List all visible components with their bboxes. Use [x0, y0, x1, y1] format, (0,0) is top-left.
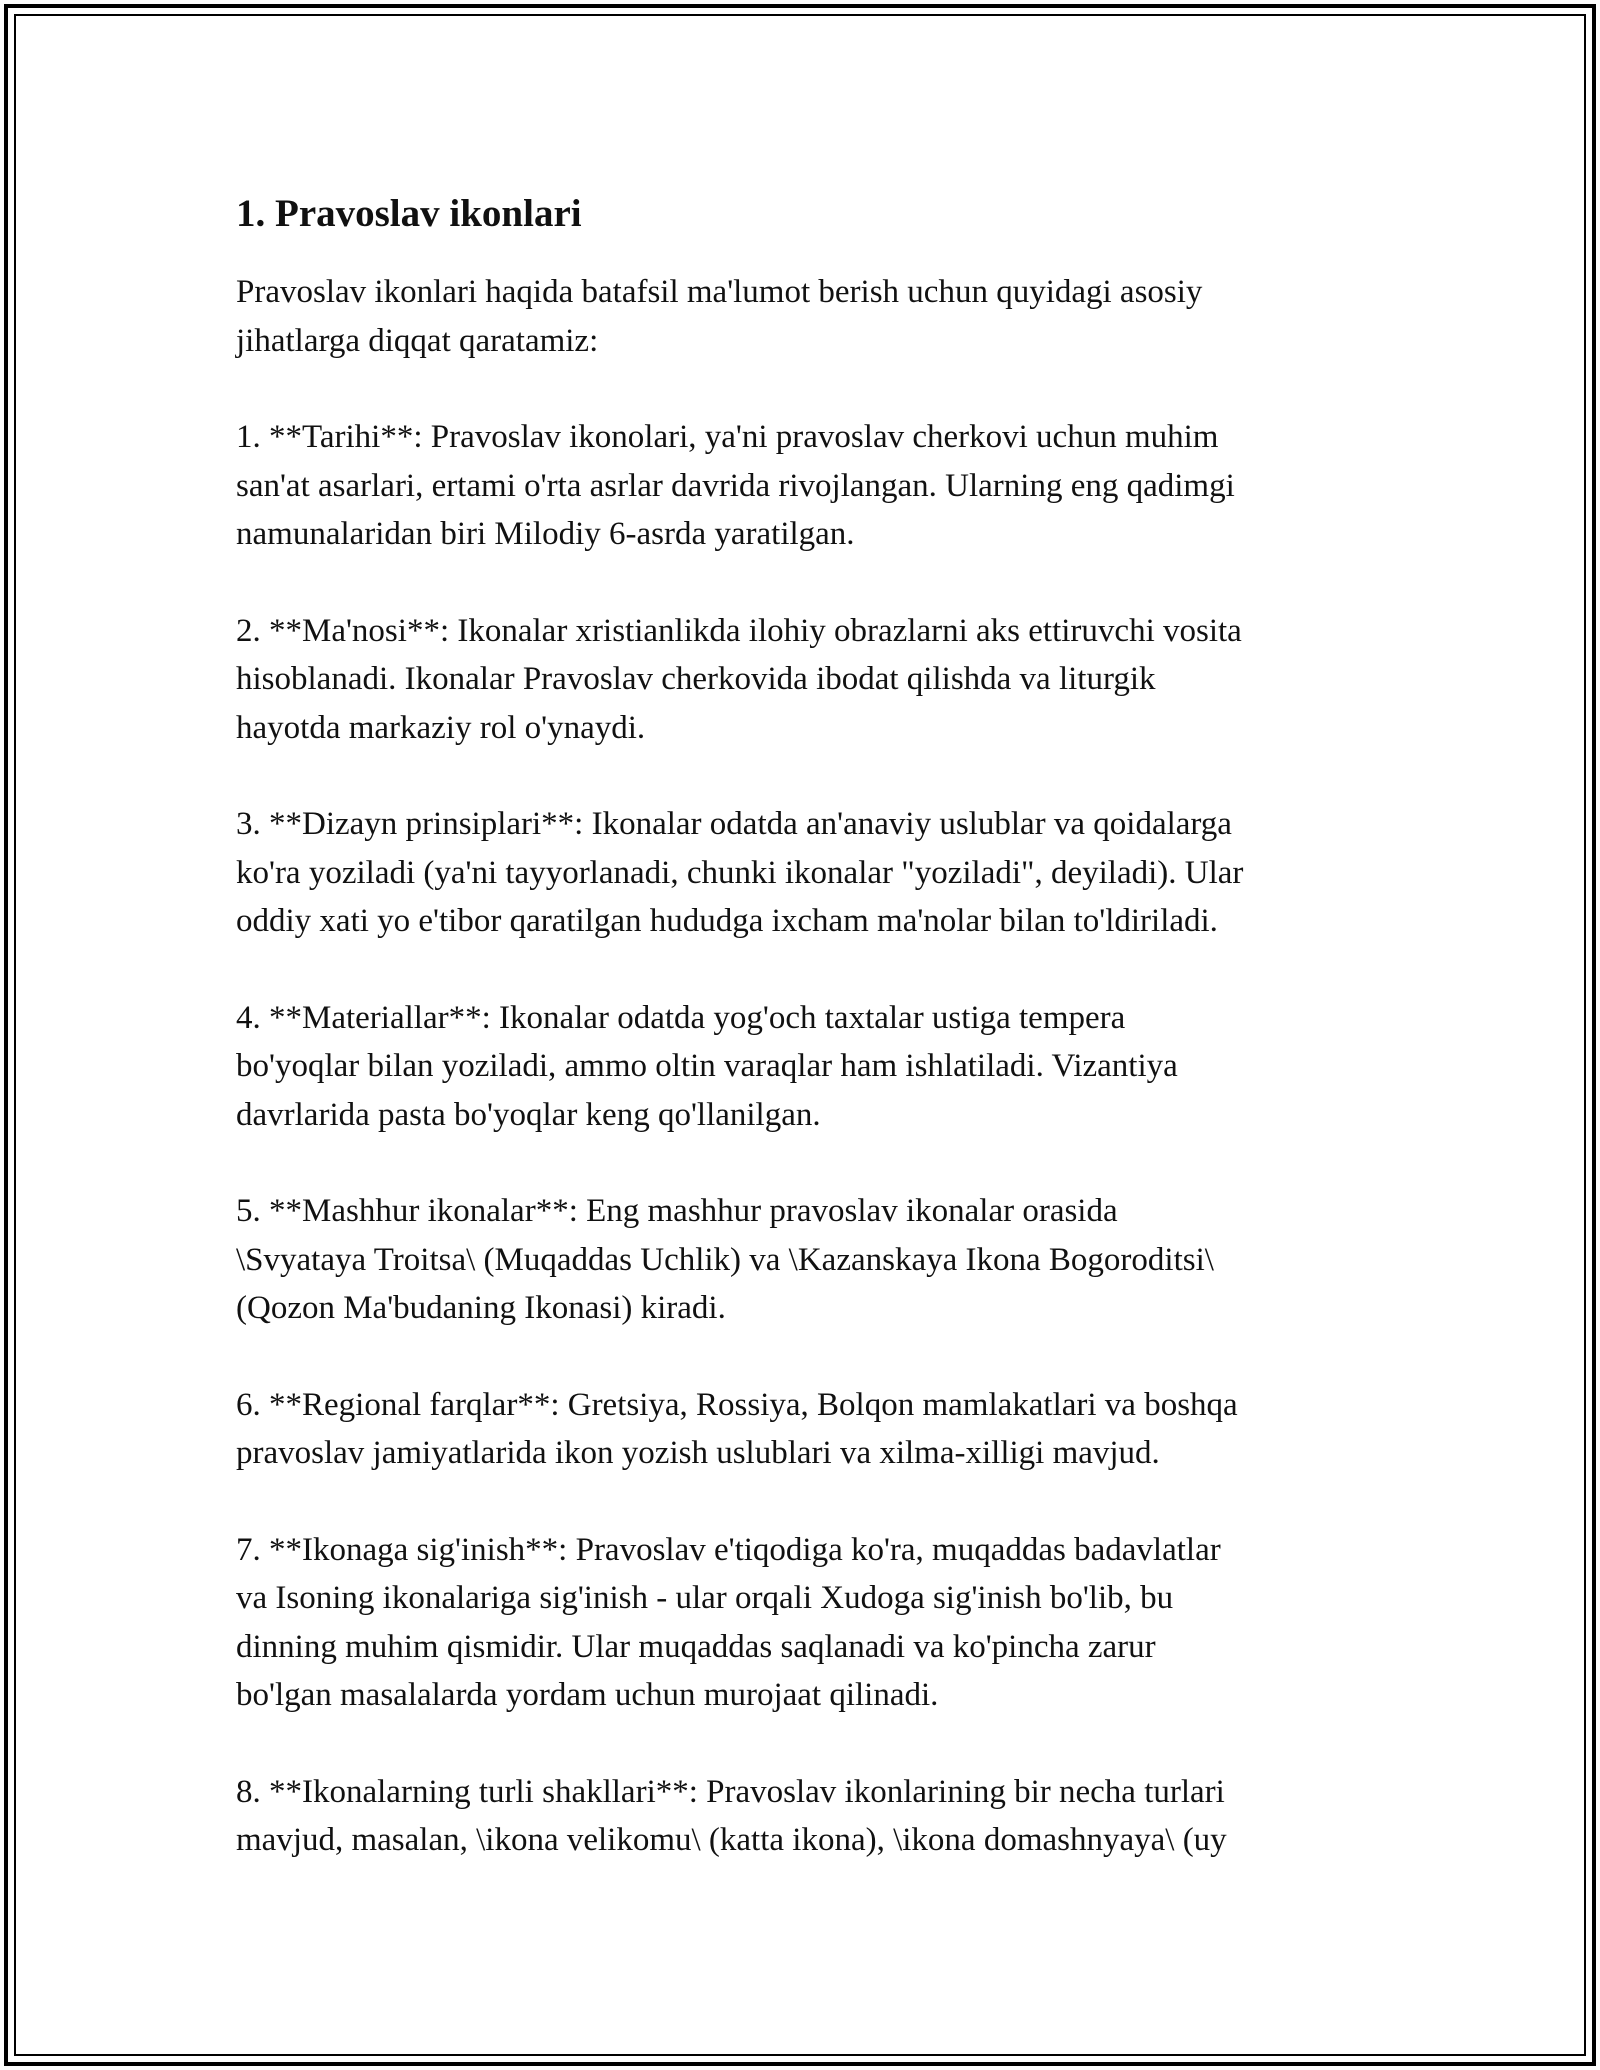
text-line: (Qozon Ma'budaning Ikonasi) kiradi.: [236, 1290, 726, 1326]
intro-paragraph: [236, 268, 1366, 365]
text-line: hisoblanadi. Ikonalar Pravoslav cherkovida ibodat qilishda va liturgik: [236, 661, 1156, 697]
list-item-regional-differences: [236, 1381, 1366, 1478]
text-line: namunalaridan biri Milodiy 6-asrda yaratilgan.: [236, 516, 855, 552]
text-line: bo'yoqlar bilan yoziladi, ammo oltin varaqlar ham ishlatiladi. Vizantiya: [236, 1048, 1178, 1084]
document-title: 1. Pravoslav ikonlari: [236, 192, 582, 235]
list-item-veneration: [236, 1526, 1366, 1720]
text-line: bo'lgan masalalarda yordam uchun murojaat qilinadi.: [236, 1677, 939, 1713]
list-item-famous-icons: [236, 1187, 1366, 1333]
text-line: 3. **Dizayn prinsiplari**: Ikonalar odatda an'anaviy uslublar va qoidalarga: [236, 806, 1232, 842]
text-line: pravoslav jamiyatlarida ikon yozish uslublari va xilma-xilligi mavjud.: [236, 1435, 1160, 1471]
text-line: 6. **Regional farqlar**: Gretsiya, Rossiya, Bolqon mamlakatlari va boshqa: [236, 1386, 1238, 1423]
text-line: ko'ra yoziladi (ya'ni tayyorlanadi, chunki ikonalar "yoziladi", deyiladi). Ular: [236, 854, 1244, 891]
text-line: \Svyataya Troitsa\ (Muqaddas Uchlik) va \Kazanskaya Ikona Bogoroditsi\: [236, 1241, 1214, 1278]
list-item-history: [236, 413, 1366, 559]
text-line: Pravoslav ikonlari haqida batafsil ma'lumot berish uchun quyidagi asosiy: [236, 274, 1203, 310]
text-line: san'at asarlari, ertami o'rta asrlar davrida rivojlangan. Ularning eng qadimgi: [236, 467, 1235, 504]
text-line: jihatlarga diqqat qaratamiz:: [236, 322, 599, 359]
text-line: 4. **Materiallar**: Ikonalar odatda yog'och taxtalar ustiga tempera: [236, 999, 1126, 1036]
text-line: davrlarida pasta bo'yoqlar keng qo'llanilgan.: [236, 1096, 821, 1133]
text-line: va Isoning ikonalariga sig'inish - ular orqali Xudoga sig'inish bo'lib, bu: [236, 1580, 1174, 1616]
list-item-design-principles: [236, 800, 1366, 946]
document-body: [236, 188, 1366, 1913]
text-line: hayotda markaziy rol o'ynaydi.: [236, 709, 646, 746]
list-item-materials: [236, 994, 1366, 1140]
text-line: 7. **Ikonaga sig'inish**: Pravoslav e'tiqodiga ko'ra, muqaddas badavlatlar: [236, 1531, 1221, 1568]
text-line: 1. **Tarihi**: Pravoslav ikonolari, ya'ni pravoslav cherkovi uchun muhim: [236, 419, 1219, 455]
text-line: mavjud, masalan, \ikona velikomu\ (katta ikona), \ikona domashnyaya\ (uy: [236, 1822, 1227, 1858]
text-line: 2. **Ma'nosi**: Ikonalar xristianlikda ilohiy obrazlarni aks ettiruvchi vosita: [236, 612, 1242, 649]
list-item-meaning: [236, 607, 1366, 753]
list-item-icon-forms: [236, 1768, 1366, 1865]
text-line: 5. **Mashhur ikonalar**: Eng mashhur pravoslav ikonalar orasida: [236, 1193, 1118, 1229]
text-line: 8. **Ikonalarning turli shakllari**: Pravoslav ikonlarining bir necha turlari: [236, 1773, 1225, 1810]
text-line: oddiy xati yo e'tibor qaratilgan hududga ixcham ma'nolar bilan to'ldiriladi.: [236, 903, 1218, 939]
text-line: dinning muhim qismidir. Ular muqaddas saqlanadi va ko'pincha zarur: [236, 1628, 1156, 1665]
